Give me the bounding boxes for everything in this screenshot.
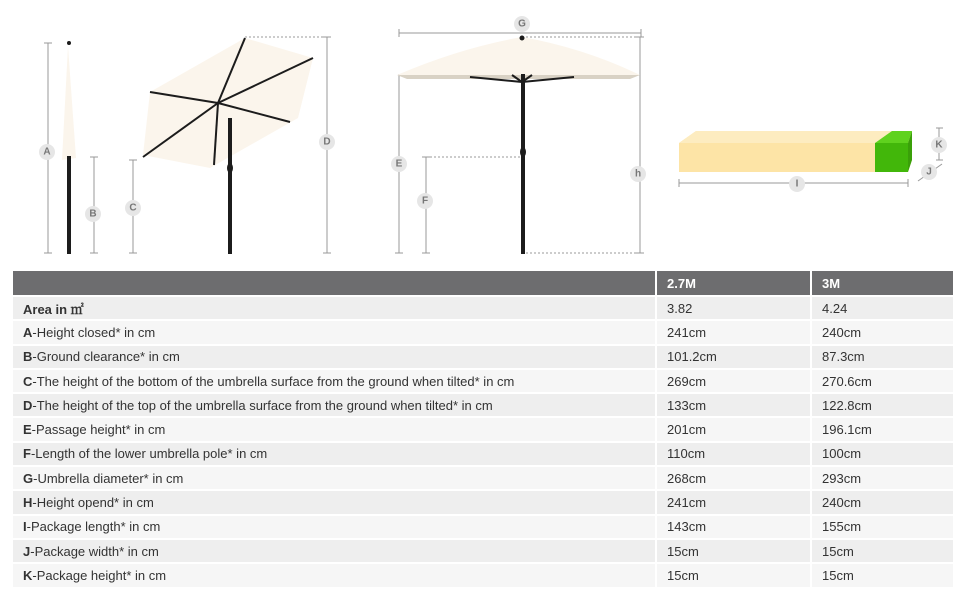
row-letter: E <box>23 422 32 438</box>
row-letter: B <box>23 349 33 365</box>
value-2-7m: 201cm <box>657 416 812 440</box>
table-row <box>13 514 953 538</box>
row-label <box>13 538 657 562</box>
label-J <box>921 164 937 180</box>
value-3m: 196.1cm <box>812 416 953 440</box>
table-row <box>13 562 953 586</box>
label-F <box>417 193 433 209</box>
open-umbrella-diagram <box>391 16 646 254</box>
value-3m: 240cm <box>812 489 953 513</box>
row-letter: D <box>23 397 33 413</box>
table-row <box>13 465 953 489</box>
row-text: -Length of the lower umbrella pole* in cm <box>30 446 268 462</box>
table-row <box>13 441 953 465</box>
package-diagram <box>679 128 947 192</box>
row-letter: F <box>23 446 31 462</box>
label-B <box>85 206 101 222</box>
row-text: -Package length* in cm <box>26 519 161 535</box>
label-C <box>125 200 141 216</box>
value-2-7m: 133cm <box>657 392 812 416</box>
value-2-7m: 241cm <box>657 489 812 513</box>
row-letter: I <box>23 519 27 535</box>
svg-text:I: I <box>795 178 799 190</box>
header-label <box>13 271 657 295</box>
row-label <box>13 344 657 368</box>
value-3m: 293cm <box>812 465 953 489</box>
label-G <box>514 16 530 32</box>
svg-text:D: D <box>323 136 331 148</box>
table-row <box>13 392 953 416</box>
row-letter: G <box>23 470 34 486</box>
row-label <box>13 319 657 343</box>
value-3m: 240cm <box>812 319 953 343</box>
svg-text:F: F <box>421 195 429 207</box>
svg-text:E: E <box>395 158 403 170</box>
value-3m: 87.3cm <box>812 344 953 368</box>
svg-text:A: A <box>43 146 51 158</box>
table-row <box>13 538 953 562</box>
label-A <box>39 144 55 160</box>
row-label <box>13 489 657 513</box>
table-row <box>13 368 953 392</box>
value-3m: 15cm <box>812 538 953 562</box>
tilted-umbrella-diagram <box>125 37 335 254</box>
header-2-7m: 2.7M <box>657 271 812 295</box>
svg-text:K: K <box>935 139 943 151</box>
svg-text:h: h <box>634 168 642 180</box>
dimension-diagrams <box>0 0 970 265</box>
value-2-7m: 143cm <box>657 514 812 538</box>
svg-text:G: G <box>518 18 526 30</box>
value-3m: 4.24 <box>812 295 953 319</box>
row-text: -Package height* in cm <box>32 567 167 583</box>
row-label <box>13 514 657 538</box>
row-text: -The height of the bottom of the umbrella surface from the ground when tilted* in cm <box>32 373 515 389</box>
row-letter: A <box>23 324 33 340</box>
value-2-7m: 3.82 <box>657 295 812 319</box>
value-3m: 270.6cm <box>812 368 953 392</box>
closed-umbrella-diagram <box>39 41 101 254</box>
label-E <box>391 156 407 172</box>
value-2-7m: 268cm <box>657 465 812 489</box>
table-header-row <box>13 271 953 295</box>
row-label <box>13 368 657 392</box>
row-label <box>13 465 657 489</box>
table-row <box>13 489 953 513</box>
spec-table <box>13 271 953 587</box>
row-text: -Height closed* in cm <box>32 324 156 340</box>
row-label <box>13 416 657 440</box>
row-text: -Umbrella diameter* in cm <box>33 470 184 486</box>
header-3m: 3M <box>812 271 953 295</box>
row-text: -Passage height* in cm <box>31 422 166 438</box>
value-2-7m: 15cm <box>657 538 812 562</box>
label-D <box>319 134 335 150</box>
row-text: -The height of the top of the umbrella surface from the ground when tilted* in cm <box>32 397 493 413</box>
value-2-7m: 110cm <box>657 441 812 465</box>
value-2-7m: 269cm <box>657 368 812 392</box>
value-3m: 15cm <box>812 562 953 586</box>
value-2-7m: 241cm <box>657 319 812 343</box>
row-label <box>13 392 657 416</box>
row-text: -Package width* in cm <box>30 543 159 559</box>
table-row <box>13 416 953 440</box>
table-row <box>13 319 953 343</box>
table-row <box>13 344 953 368</box>
row-letter: C <box>23 373 33 389</box>
value-2-7m: 15cm <box>657 562 812 586</box>
row-letter: H <box>23 495 33 511</box>
svg-text:B: B <box>89 208 97 220</box>
row-letter: K <box>23 567 33 583</box>
table-body <box>13 295 953 587</box>
svg-text:C: C <box>129 202 137 214</box>
row-text: -Height opend* in cm <box>32 495 154 511</box>
row-letter: J <box>23 543 31 559</box>
value-3m: 122.8cm <box>812 392 953 416</box>
value-2-7m: 101.2cm <box>657 344 812 368</box>
row-text: Area in ㎡ <box>23 301 84 317</box>
label-h <box>630 166 646 182</box>
row-label <box>13 441 657 465</box>
value-3m: 155cm <box>812 514 953 538</box>
row-label <box>13 295 657 319</box>
row-text: -Ground clearance* in cm <box>32 349 180 365</box>
table-row <box>13 295 953 319</box>
label-K <box>931 137 947 153</box>
svg-text:J: J <box>926 166 932 178</box>
label-I <box>789 176 805 192</box>
row-label <box>13 562 657 586</box>
value-3m: 100cm <box>812 441 953 465</box>
